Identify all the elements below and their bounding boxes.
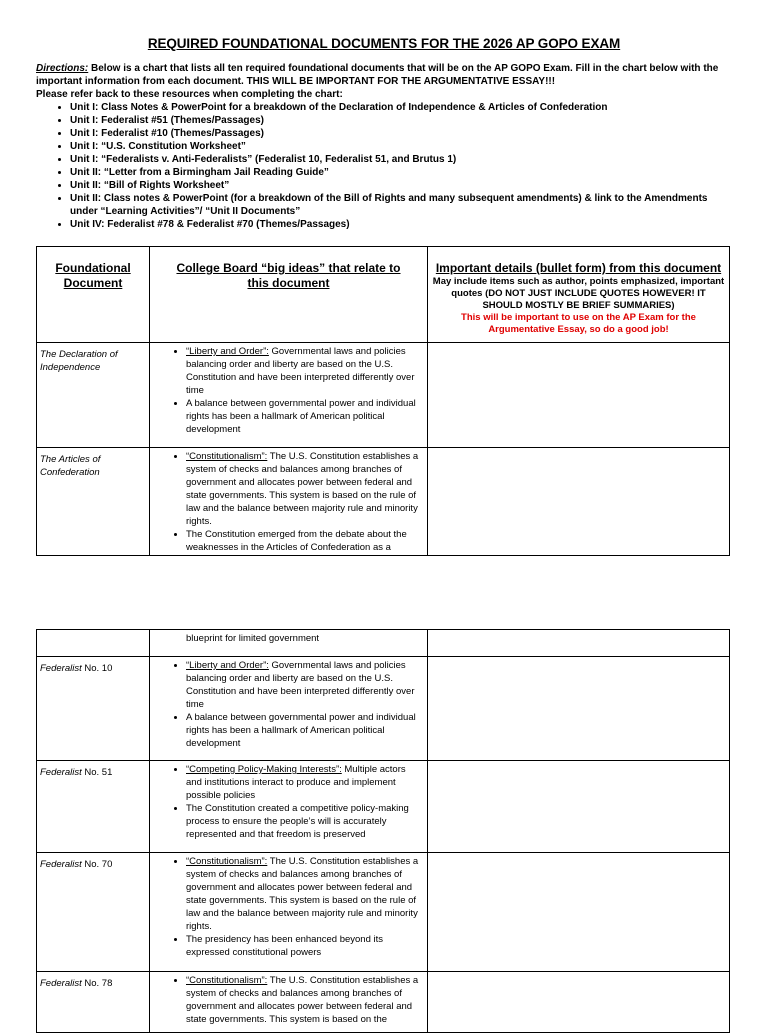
table-row bbox=[37, 853, 730, 972]
table-row-continuation bbox=[37, 630, 730, 657]
continuation-text: blueprint for limited government bbox=[150, 630, 428, 657]
header-details-warning: This will be important to use on the AP Exam for the Argumentative Essay, so do a good job! bbox=[461, 312, 696, 335]
resources-list bbox=[36, 101, 736, 231]
resource-item: • Unit IV: Federalist #78 & Federalist #70 (Themes/Passages) bbox=[70, 218, 736, 231]
directions-label: Directions: bbox=[36, 63, 89, 74]
document-name: Federalist No. 70 bbox=[37, 853, 150, 972]
big-idea-item: • “Liberty and Order”: Governmental laws and policies balancing order and liberty are based on the U.S. Constitution and have been interpreted differently over time bbox=[186, 659, 423, 711]
big-idea-item: • The presidency has been enhanced beyond its expressed constitutional powers bbox=[186, 933, 423, 959]
header-important-details: Important details (bullet form) from this document May include items such as author, points emphasized, important quotes (DO NOT JUST INCLUDE QUOTES HOWEVER! IT SHOULD MOSTLY BE BRIEF SUMMARIES) This will be important to use on the AP Exam for the Argumentative Essay, so do a good job! bbox=[428, 247, 730, 343]
details-input-cell[interactable] bbox=[428, 630, 730, 657]
documents-table-page1 bbox=[36, 246, 730, 556]
resource-item: • Unit II: “Bill of Rights Worksheet” bbox=[70, 179, 736, 192]
big-idea-item: • “Liberty and Order”: Governmental laws and policies balancing order and liberty are based on the U.S. Constitution and have been interpreted differently over time bbox=[186, 345, 423, 397]
details-input-cell[interactable] bbox=[428, 448, 730, 556]
document-title: REQUIRED FOUNDATIONAL DOCUMENTS FOR THE 2026 AP GOPO EXAM bbox=[147, 36, 621, 51]
big-idea-item: • The Constitution emerged from the debate about the weaknesses in the Articles of Confederation as a bbox=[186, 528, 423, 553]
directions-paragraph bbox=[36, 62, 736, 88]
directions-text: Below is a chart that lists all ten required foundational documents that will be on the AP GOPO Exam. Fill in the chart below with the important information from each document. THIS WILL BE IMPORTANT FOR THE ARGUMENTATIVE ESSAY!!! bbox=[36, 63, 719, 87]
big-ideas-cell bbox=[150, 657, 428, 761]
table-row bbox=[37, 448, 730, 556]
big-ideas-cell bbox=[150, 343, 428, 448]
table-row bbox=[37, 657, 730, 761]
header-details-instructions: May include items such as author, points emphasized, important quotes (DO NOT JUST INCLUDE QUOTES HOWEVER! IT SHOULD MOSTLY BE BRIEF SUMMARIES) bbox=[432, 276, 725, 311]
details-input-cell[interactable] bbox=[428, 343, 730, 448]
big-idea-item: • The Constitution created a competitive policy-making process to ensure the people’s will is accurately represented and that freedom is preserved bbox=[186, 802, 423, 841]
details-input-cell[interactable] bbox=[428, 761, 730, 853]
big-ideas-cell bbox=[150, 972, 428, 1033]
big-ideas-cell bbox=[150, 853, 428, 972]
resource-item: • Unit I: “Federalists v. Anti-Federalists” (Federalist 10, Federalist 51, and Brutus 1) bbox=[70, 153, 736, 166]
document-name: The Articles of Confederation bbox=[37, 448, 150, 556]
resource-item: • Unit I: Federalist #51 (Themes/Passages) bbox=[70, 114, 736, 127]
document-name: Federalist No. 10 bbox=[37, 657, 150, 761]
big-idea-item: • “Constitutionalism”: The U.S. Constitution establishes a system of checks and balances among branches of government and allocates power between federal and state governments. This system is based on the rule of law and the balance between majority rule and minority rights. bbox=[186, 450, 423, 528]
table-row bbox=[37, 343, 730, 448]
directions-block bbox=[36, 62, 736, 231]
details-input-cell[interactable] bbox=[428, 853, 730, 972]
big-ideas-cell bbox=[150, 448, 428, 556]
resource-item: • Unit I: Federalist #10 (Themes/Passages) bbox=[70, 127, 736, 140]
document-name: Federalist No. 78 bbox=[37, 972, 150, 1033]
resource-item: • Unit I: Class Notes & PowerPoint for a breakdown of the Declaration of Independence & Articles of Confederation bbox=[70, 101, 736, 114]
details-input-cell[interactable] bbox=[428, 657, 730, 761]
table-row bbox=[37, 761, 730, 853]
refer-text: Please refer back to these resources when completing the chart: bbox=[36, 89, 343, 100]
resource-item: • Unit II: “Letter from a Birmingham Jail Reading Guide” bbox=[70, 166, 736, 179]
details-input-cell[interactable] bbox=[428, 972, 730, 1033]
header-big-ideas: College Board “big ideas” that relate to this document bbox=[150, 247, 428, 343]
document-name: The Declaration of Independence bbox=[37, 343, 150, 448]
page-2 bbox=[0, 610, 768, 1024]
resource-item: • Unit II: Class notes & PowerPoint (for a breakdown of the Bill of Rights and many subsequent amendments) & link to the Amendments under “Learning Activities”/ “Unit II Documents” bbox=[70, 192, 736, 218]
table-row bbox=[37, 972, 730, 1033]
resource-item: • Unit I: “U.S. Constitution Worksheet” bbox=[70, 140, 736, 153]
big-idea-item: • “Constitutionalism”: The U.S. Constitution establishes a system of checks and balances among branches of government and allocates power between federal and state governments. This system is based on the bbox=[186, 974, 423, 1026]
document-name: Federalist No. 51 bbox=[37, 761, 150, 853]
big-idea-item: • A balance between governmental power and individual rights has been a hallmark of American political development bbox=[186, 711, 423, 750]
header-foundational-document: Foundational Document bbox=[37, 247, 150, 343]
table-header-row bbox=[37, 247, 730, 343]
documents-table-page2 bbox=[36, 629, 730, 1033]
big-idea-item: • A balance between governmental power and individual rights has been a hallmark of American political development bbox=[186, 397, 423, 436]
big-idea-item: • “Constitutionalism”: The U.S. Constitution establishes a system of checks and balances among branches of government and allocates power between federal and state governments. This system is based on the rule of law and the balance between majority rule and minority rights. bbox=[186, 855, 423, 933]
big-idea-item: • “Competing Policy-Making Interests”: Multiple actors and institutions interact to produce and implement possible policies bbox=[186, 763, 423, 802]
big-ideas-cell bbox=[150, 761, 428, 853]
